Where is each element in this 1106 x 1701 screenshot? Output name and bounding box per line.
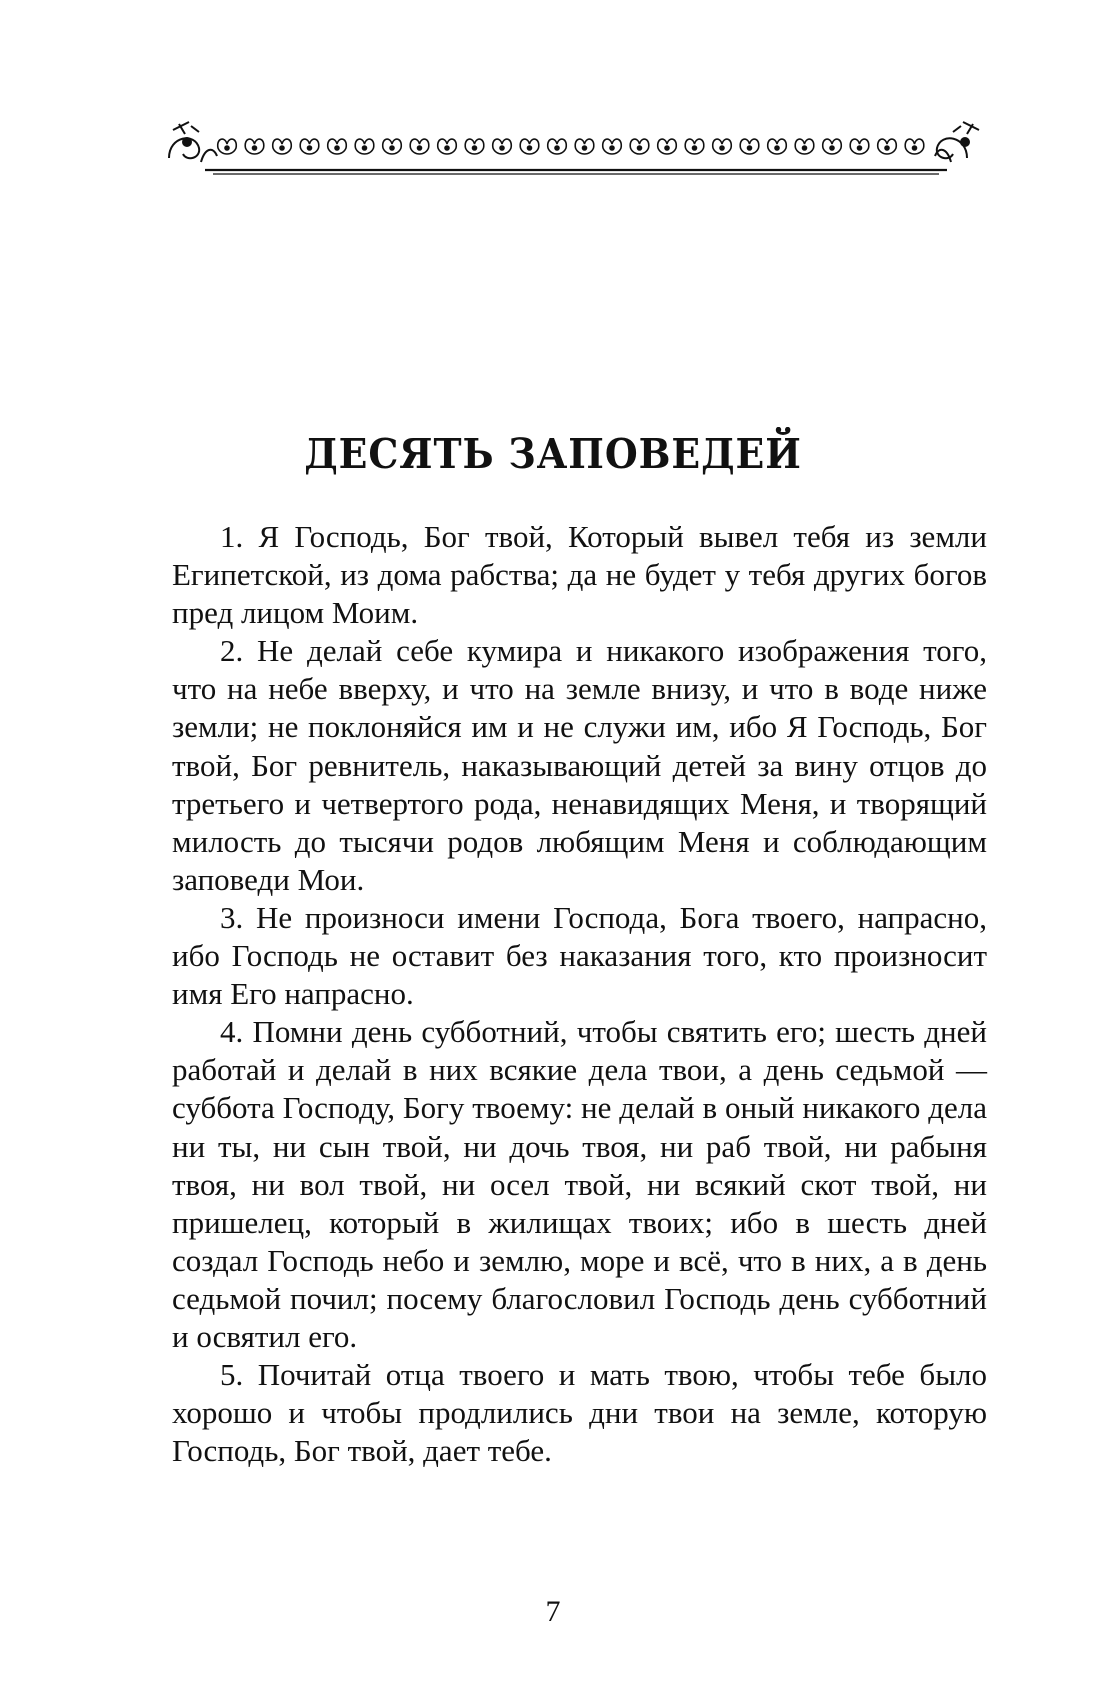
ornament-dot <box>418 146 422 150</box>
ornament-dot <box>858 146 862 150</box>
ornament-dot <box>830 146 834 150</box>
ornament-dot <box>913 146 917 150</box>
ornament-dot <box>335 146 339 150</box>
ornament-dot <box>363 146 367 150</box>
ornament-dot <box>693 146 697 150</box>
ornament-dot <box>748 146 752 150</box>
commandments-text <box>172 518 987 1470</box>
ornament-dot <box>720 146 724 150</box>
ornament-dot <box>445 146 449 150</box>
ornament-dot <box>308 146 312 150</box>
ornament-dot <box>500 146 504 150</box>
ornament-dot <box>885 146 889 150</box>
ornament-dot <box>775 146 779 150</box>
ornament-dot <box>610 146 614 150</box>
paragraph-2: 2. Не делай себе кумира и никакого изображения того, что на небе вверху, и что на земле внизу, и что в воде ниже земли; не поклоняйся им и не служи им, ибо Я Господь, Бог твой, Бог ревнитель, наказывающий детей за вину отцов до третьего и четвертого рода, ненавидящих Меня, и творящий милость до тысячи родов любящим Меня и соблюдающим заповеди Мои. <box>172 633 987 897</box>
paragraph-1: 1. Я Господь, Бог твой, Который вывел тебя из земли Египетской, из дома рабства; да не будет у тебя других богов пред лицом Моим. <box>172 519 987 631</box>
ornament-dot <box>390 146 394 150</box>
ornament-dot <box>253 146 257 150</box>
floral-ornament-border-icon <box>165 118 987 176</box>
ornament-dot <box>583 146 587 150</box>
paragraph-3: 3. Не произноси имени Господа, Бога твоего, напрасно, ибо Господь не оставит без наказания того, кто произносит имя Его напрасно. <box>172 899 987 1012</box>
page-title: ДЕСЯТЬ ЗАПОВЕДЕЙ <box>304 430 802 478</box>
paragraph-5: 5. Почитай отца твоего и мать твою, чтобы тебе было хорошо и чтобы продлились дни твои на земле, которую Господь, Бог твой, дает тебе. <box>172 1357 987 1469</box>
ornament-dot <box>638 146 642 150</box>
ornament-dot <box>473 146 477 150</box>
page-number: 7 <box>545 1595 561 1628</box>
ornament-dot <box>280 146 284 150</box>
ornament-dot <box>555 146 559 150</box>
ornament-dot <box>665 146 669 150</box>
ornament-dot <box>803 146 807 150</box>
ornament-dot <box>528 146 532 150</box>
ornament-dot <box>225 146 229 150</box>
paragraph-4: 4. Помни день субботний, чтобы святить его; шесть дней работай и делай в них всякие дела твои, а день седьмой — суббота Господу, Богу твоему: не делай в оный никакого дела ни ты, ни сын твой, ни дочь твоя, ни раб твой, ни рабыня твоя, ни вол твой, ни осел твой, ни всякий скот твой, ни пришелец, который в жилищах твоих; ибо в шесть дней создал Господь небо и землю, море и всё, что в них, а в день седьмой почил; посему благословил Господь день субботний и освятил его. <box>172 1014 987 1354</box>
